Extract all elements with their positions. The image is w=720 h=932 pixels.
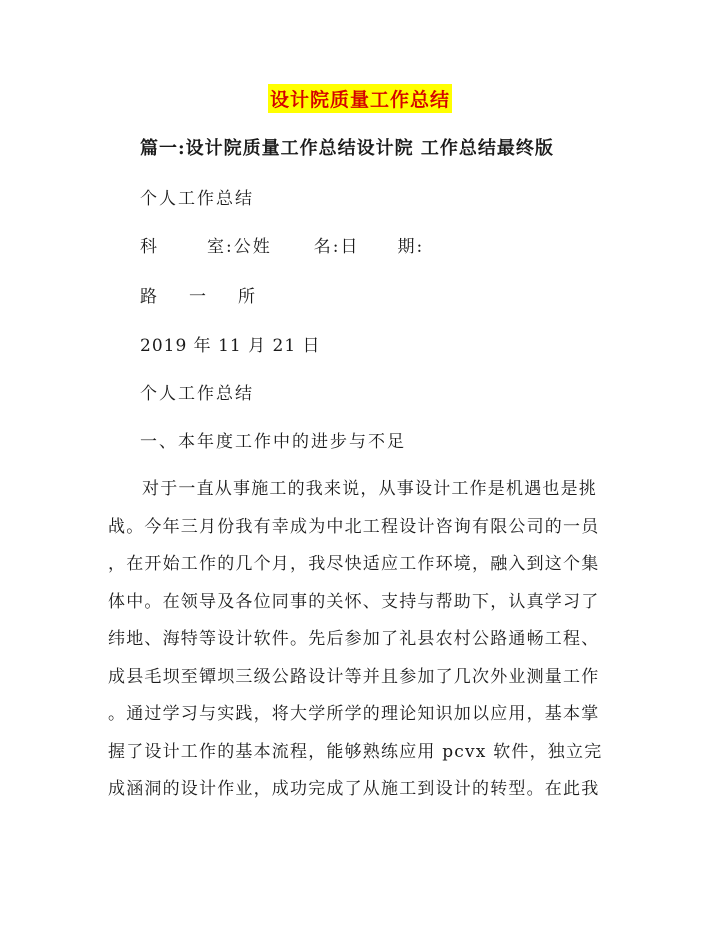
dept-value (140, 282, 257, 307)
heading-personal-summary: 个人工作总结 (140, 189, 254, 209)
title-container (0, 84, 720, 113)
dept-value-char-3: 所 (238, 287, 257, 307)
dept-label-2: 室:公姓 (207, 237, 272, 257)
body-line: 握了设计工作的基本流程，能够熟练应用 pcvx 软件，独立完 (108, 741, 603, 762)
body-line: 体中。在领导及各位同事的关怀、支持与帮助下，认真学习了 (108, 591, 600, 612)
info-row (140, 232, 424, 257)
dept-label: 科 (140, 237, 159, 257)
body-line: 成涵洞的设计作业，成功完成了从施工到设计的转型。在此我 (108, 779, 600, 799)
body-line: 战。今年三月份我有幸成为中北工程设计咨询有限公司的一员 (108, 516, 600, 537)
document-subtitle: 篇一:设计院质量工作总结设计院 工作总结最终版 (140, 138, 554, 159)
document-title: 设计院质量工作总结 (268, 84, 452, 113)
heading-personal-summary-2: 个人工作总结 (140, 384, 254, 404)
body-line: 纬地、海特等设计软件。先后参加了礼县农村公路通畅工程、 (108, 629, 600, 649)
body-line: 对于一直从事施工的我来说，从事设计工作是机遇也是挑 (142, 479, 597, 499)
body-line: 成县毛坝至镡坝三级公路设计等并且参加了几次外业测量工作 (108, 666, 600, 687)
body-paragraph (108, 471, 616, 809)
dept-value-char-2: 一 (189, 287, 208, 307)
body-line: ，在开始工作的几个月，我尽快适应工作环境，融入到这个集 (108, 554, 600, 574)
dept-value-char-1: 路 (140, 287, 159, 307)
name-label: 名:日 (313, 237, 360, 257)
body-line: 。通过学习与实践，将大学所学的理论知识加以应用，基本掌 (108, 704, 600, 724)
date-label: 期: (397, 237, 425, 257)
section-title: 一、本年度工作中的进步与不足 (140, 432, 406, 452)
document-date: 2019 年 11 月 21 日 (140, 336, 321, 356)
